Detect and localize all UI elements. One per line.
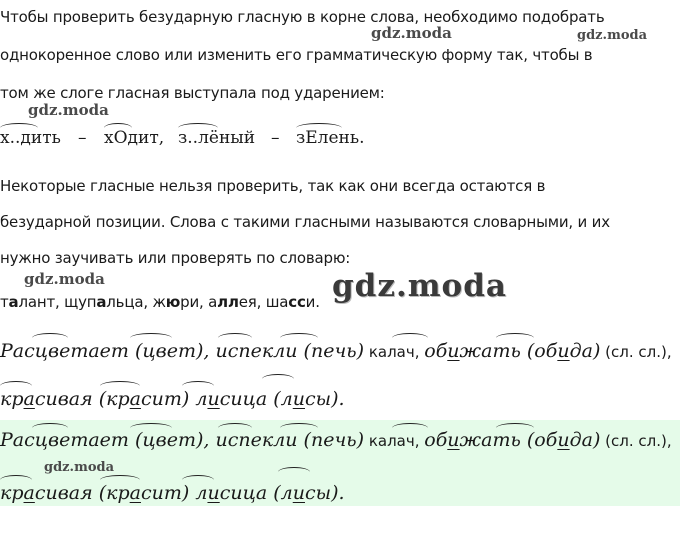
paragraph1-line1: Чтобы проверить безударную гласную в корне слова, необходимо подобрать [0, 8, 605, 26]
example-word: з..лёный [178, 128, 256, 148]
watermark: gdz.moda [371, 24, 452, 42]
watermark: gdz.moda [24, 270, 105, 288]
root-arc [262, 374, 294, 384]
paragraph1-line3: том же слоге гласная выступала под ударением: [0, 84, 385, 102]
paragraph2-line1: Некоторые гласные нельзя проверить, так как они всегда остаются в [0, 177, 546, 195]
example-dash: – [271, 128, 280, 148]
watermark: gdz.moda [28, 101, 109, 119]
example-word: зЕлень. [296, 128, 365, 148]
example2-row1: Расцветает (цвет), испекли (печь) калач, обижать (обида) (сл. сл.), [0, 340, 672, 362]
watermark: gdz.moda [577, 28, 648, 43]
watermark: gdz.moda [44, 460, 115, 475]
watermark-large: gdz.moda [332, 268, 507, 304]
example-word: х..дить [0, 128, 61, 148]
paragraph2-line2: безударной позиции. Слова с такими гласными называются словарными, и их [0, 213, 610, 231]
example2-row2-highlighted: красивая (красит) лисица (лисы). [0, 482, 345, 504]
root-arc [278, 467, 310, 477]
example2-row2: красивая (красит) лисица (лисы). [0, 388, 345, 410]
example-dash: – [78, 128, 87, 148]
example-word: хОдит, [104, 128, 165, 148]
paragraph2-line3: нужно заучивать или проверять по словарю: [0, 249, 351, 267]
vocabulary-words: талант, щупальца, жюри, аллея, шасси. [0, 293, 320, 311]
paragraph1-line2: однокоренное слово или изменить его грамматическую форму так, чтобы в [0, 46, 593, 64]
example2-row1-highlighted: Расцветает (цвет), испекли (печь) калач, обижать (обида) (сл. сл.), [0, 429, 672, 451]
